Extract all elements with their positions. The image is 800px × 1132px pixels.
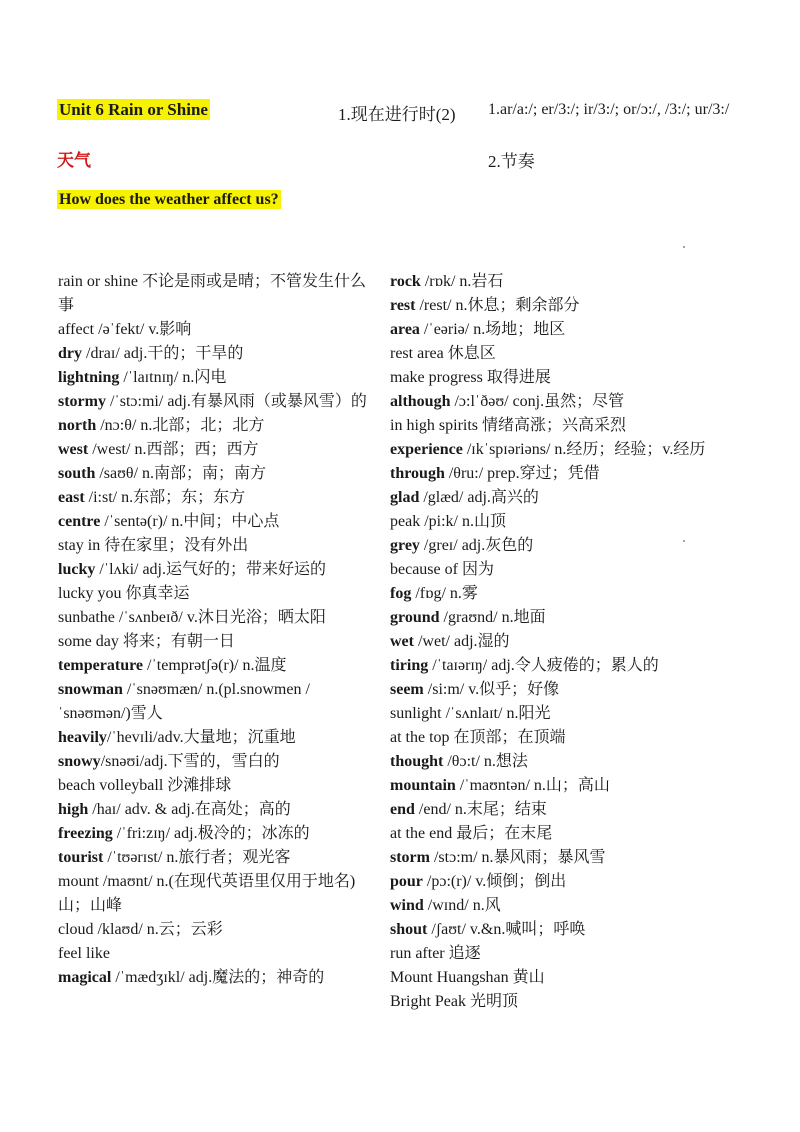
speck (683, 246, 685, 248)
vocab-definition: /wɪnd/ n.风 (423, 897, 501, 914)
vocab-entry (390, 798, 720, 822)
vocab-definition: 待在家里；没有外出 (100, 537, 249, 554)
vocab-word: Mount Huangshan (390, 969, 509, 986)
vocab-definition: /wet/ adj.湿的 (413, 633, 510, 650)
vocab-word: grey (390, 537, 420, 554)
unit-subtitle: 天气 (57, 151, 91, 171)
vocab-entry (390, 702, 720, 726)
vocab-word: cloud (58, 921, 94, 938)
vocab-word: glad (390, 489, 420, 506)
vocab-definition: /ˈsentə(r)/ n.中间；中心点 (100, 513, 280, 530)
vocab-word: high (58, 801, 89, 818)
vocab-word: wind (390, 897, 424, 914)
vocab-word: some day (58, 633, 119, 650)
vocab-entry (390, 942, 720, 966)
vocab-entry (58, 318, 368, 342)
vocab-definition: /maʊnt/ n.(在现代英语里仅用于地名)山；山峰 (58, 873, 356, 914)
vocab-word: freezing (58, 825, 113, 842)
vocab-entry (58, 942, 368, 966)
vocab-definition: /saʊθ/ n.南部；南；南方 (95, 465, 267, 482)
vocab-entry (390, 894, 720, 918)
vocab-definition: /fɒg/ n.雾 (411, 585, 478, 602)
unit-title (57, 100, 210, 120)
vocab-word: beach volleyball (58, 777, 164, 794)
vocab-word: at the top (390, 729, 450, 746)
vocab-entry (58, 558, 368, 582)
vocab-word: in high spirits (390, 417, 479, 434)
vocab-entry (390, 342, 720, 366)
vocab-definition: /ˈtʊərɪst/ n.旅行者；观光客 (103, 849, 291, 866)
vocab-word: stay in (58, 537, 101, 554)
vocab-word: because of (390, 561, 458, 578)
vocab-entry (390, 678, 720, 702)
grammar-topic: 1.现在进行时(2) (338, 105, 456, 124)
vocab-entry (58, 966, 368, 990)
vocab-entry (58, 390, 368, 414)
vocab-entry (58, 606, 368, 630)
vocab-entry (58, 726, 368, 750)
vocab-word: Bright Peak (390, 993, 466, 1010)
vocab-definition: /ˈmaʊntən/ n.山；高山 (455, 777, 610, 794)
vocab-definition: /pi:k/ n.山顶 (420, 513, 506, 530)
vocab-definition: /ʃaʊt/ v.&n.喊叫；呼唤 (427, 921, 586, 938)
vocab-word: storm (390, 849, 430, 866)
vocab-entry (390, 558, 720, 582)
vocab-entry (58, 366, 368, 390)
vocab-entry (390, 486, 720, 510)
vocab-word: heavily (58, 729, 107, 746)
vocab-word: peak (390, 513, 421, 530)
vocab-entry (390, 870, 720, 894)
vocab-entry (58, 750, 368, 774)
vocab-entry (390, 630, 720, 654)
vocab-entry (390, 462, 720, 486)
vocab-word: south (58, 465, 96, 482)
vocab-word: lucky you (58, 585, 122, 602)
vocab-entry (390, 726, 720, 750)
vocab-definition: /graʊnd/ n.地面 (439, 609, 546, 626)
vocab-word: dry (58, 345, 82, 362)
vocab-word: shout (390, 921, 428, 938)
vocab-definition: /ɔ:lˈðəʊ/ conj.虽然；尽管 (450, 393, 625, 410)
vocab-entry (390, 918, 720, 942)
vocab-word: north (58, 417, 97, 434)
vocab-entry (58, 342, 368, 366)
phonics-rules: 1.ar/a:/; er/3:/; ir/3:/; or/ɔ:/, /3:/; ur/3:/ (488, 101, 730, 118)
vocab-definition: 黄山 (508, 969, 545, 986)
vocab-definition: /ˈsʌnlaɪt/ n.阳光 (441, 705, 551, 722)
vocab-definition: /i:st/ n.东部；东；东方 (84, 489, 246, 506)
vocab-definition: 追逐 (444, 945, 481, 962)
vocab-word: ground (390, 609, 440, 626)
vocab-entry (58, 798, 368, 822)
vocab-entry (390, 366, 720, 390)
vocab-word: rest area (390, 345, 444, 362)
vocab-definition: 你真幸运 (121, 585, 190, 602)
vocab-definition: /stɔ:m/ n.暴风雨；暴风雪 (429, 849, 606, 866)
vocab-column-left (58, 270, 368, 990)
vocab-definition: /end/ n.末尾；结束 (414, 801, 547, 818)
vocab-definition: /haɪ/ adv. & adj.在高处；高的 (88, 801, 291, 818)
vocab-word: run after (390, 945, 445, 962)
vocab-entry (58, 870, 368, 918)
vocab-word: tiring (390, 657, 429, 674)
vocab-entry (58, 822, 368, 846)
vocab-word: fog (390, 585, 412, 602)
vocab-word: rest (390, 297, 416, 314)
guiding-question (57, 191, 281, 209)
vocab-word: wet (390, 633, 414, 650)
vocab-definition: /ˈtemprətʃə(r)/ n.温度 (143, 657, 287, 674)
vocab-definition: /ɪkˈspɪəriəns/ n.经历；经验；v.经历 (462, 441, 706, 458)
vocab-word: make progress (390, 369, 483, 386)
vocab-definition: 不论是雨或是晴；不管发生什么事 (58, 273, 366, 314)
vocab-entry (58, 438, 368, 462)
vocab-word: tourist (58, 849, 104, 866)
vocab-entry (390, 654, 720, 678)
vocab-word: end (390, 801, 415, 818)
vocab-word: thought (390, 753, 444, 770)
vocab-definition: /pɔ:(r)/ v.倾倒；倒出 (422, 873, 567, 890)
vocab-column-right (390, 270, 720, 1014)
vocab-entry (390, 318, 720, 342)
vocab-entry (390, 822, 720, 846)
vocab-definition: /ˈlaɪtnɪŋ/ n.闪电 (119, 369, 227, 386)
vocab-definition: 情绪高涨；兴高采烈 (478, 417, 627, 434)
vocab-entry (58, 534, 368, 558)
vocab-definition: /ˈsʌnbeɪð/ v.沐日光浴；晒太阳 (114, 609, 326, 626)
guiding-question-text: How does the weather affect us? (59, 191, 279, 208)
vocab-word: area (390, 321, 420, 338)
vocab-definition: /ˈmædʒɪkl/ adj.魔法的；神奇的 (111, 969, 325, 986)
vocab-word: rock (390, 273, 421, 290)
vocab-word: lucky (58, 561, 96, 578)
vocab-definition: /ˈtaɪərɪŋ/ adj.令人疲倦的；累人的 (428, 657, 659, 674)
vocab-word: sunlight (390, 705, 442, 722)
vocab-definition: /klaʊd/ n.云；云彩 (93, 921, 223, 938)
vocab-definition: /nɔ:θ/ n.北部；北；北方 (96, 417, 265, 434)
vocab-word: through (390, 465, 445, 482)
vocab-definition: /ˈstɔ:mi/ adj.有暴风雨（或暴风雪）的 (105, 393, 367, 410)
vocab-word: snowy (58, 753, 101, 770)
vocab-entry (58, 270, 368, 318)
vocab-definition: 将来；有朝一日 (118, 633, 235, 650)
vocab-entry (58, 486, 368, 510)
vocab-entry (390, 414, 720, 438)
vocab-definition: /si:m/ v.似乎；好像 (423, 681, 560, 698)
vocab-definition: /ˈsnəʊmæn/ n.(pl.snowmen /ˈsnəʊmən/)雪人 (58, 681, 310, 722)
vocab-entry (58, 774, 368, 798)
vocab-definition: /ˈlʌki/ adj.运气好的；带来好运的 (95, 561, 327, 578)
vocab-word: centre (58, 513, 101, 530)
vocab-word: west (58, 441, 89, 458)
vocab-entry (390, 606, 720, 630)
vocab-entry (390, 390, 720, 414)
vocab-entry (390, 846, 720, 870)
vocab-word: mount (58, 873, 99, 890)
vocab-definition: /glæd/ adj.高兴的 (419, 489, 539, 506)
vocab-entry (58, 510, 368, 534)
vocab-entry (390, 750, 720, 774)
vocab-definition: /draɪ/ adj.干的；干旱的 (82, 345, 244, 362)
vocab-word: temperature (58, 657, 143, 674)
vocab-entry (390, 966, 720, 990)
vocab-entry (390, 438, 720, 462)
vocab-entry (58, 846, 368, 870)
vocab-word: although (390, 393, 451, 410)
vocab-word: pour (390, 873, 423, 890)
vocab-entry (58, 414, 368, 438)
vocab-entry (390, 534, 720, 558)
vocab-definition: /ˈeəriə/ n.场地；地区 (419, 321, 566, 338)
vocab-definition: 光明顶 (466, 993, 519, 1010)
vocab-definition: /əˈfekt/ v.影响 (94, 321, 192, 338)
vocab-word: stormy (58, 393, 106, 410)
vocab-entry (390, 582, 720, 606)
vocab-word: rain or shine (58, 273, 138, 290)
vocab-definition: /θɔ:t/ n.想法 (443, 753, 528, 770)
vocab-entry (58, 654, 368, 678)
vocab-word: feel like (58, 945, 110, 962)
vocab-entry (58, 462, 368, 486)
vocab-entry (390, 510, 720, 534)
vocab-word: east (58, 489, 85, 506)
vocab-word: magical (58, 969, 112, 986)
vocab-definition: /snəʊi/adj.下雪的，雪白的 (100, 753, 280, 770)
vocab-entry (390, 990, 720, 1014)
vocab-word: snowman (58, 681, 123, 698)
vocab-definition: 沙滩排球 (163, 777, 232, 794)
vocab-word: lightning (58, 369, 120, 386)
vocab-definition: /rest/ n.休息；剩余部分 (415, 297, 580, 314)
vocab-entry (390, 774, 720, 798)
rhythm-topic: 2.节奏 (488, 152, 535, 171)
vocab-definition: /θru:/ prep.穿过；凭借 (444, 465, 600, 482)
unit-title-text: Unit 6 Rain or Shine (59, 100, 208, 119)
vocab-entry (58, 630, 368, 654)
vocab-definition: /ˈfri:zɪŋ/ adj.极冷的；冰冻的 (112, 825, 310, 842)
vocab-definition: /rɒk/ n.岩石 (420, 273, 504, 290)
vocab-entry (390, 294, 720, 318)
vocab-word: at the end (390, 825, 453, 842)
vocab-entry (58, 918, 368, 942)
vocab-definition: /west/ n.西部；西；西方 (88, 441, 259, 458)
vocab-word: affect (58, 321, 95, 338)
vocab-definition: 在顶部；在顶端 (449, 729, 566, 746)
vocab-word: experience (390, 441, 463, 458)
vocab-definition: 因为 (457, 561, 494, 578)
vocab-entry (58, 582, 368, 606)
vocab-definition: 取得进展 (482, 369, 551, 386)
vocab-definition: /ˈhevɪli/adv.大量地；沉重地 (106, 729, 296, 746)
vocab-word: sunbathe (58, 609, 115, 626)
vocab-entry (58, 678, 368, 726)
vocab-word: seem (390, 681, 424, 698)
vocab-definition: 休息区 (443, 345, 496, 362)
vocab-definition: 最后；在末尾 (452, 825, 553, 842)
vocab-word: mountain (390, 777, 456, 794)
vocab-definition: /greɪ/ adj.灰色的 (419, 537, 534, 554)
vocab-entry (390, 270, 720, 294)
